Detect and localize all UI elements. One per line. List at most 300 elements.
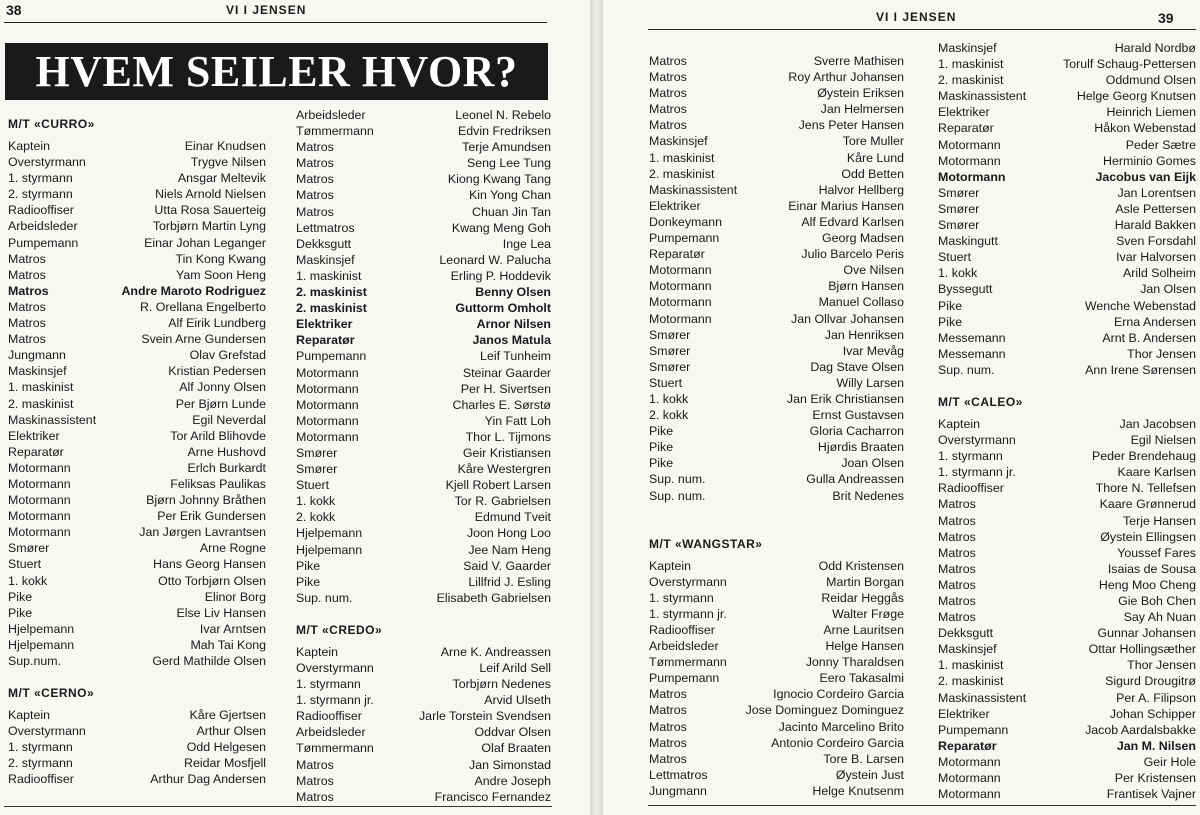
crew-name: Kjell Robert Larsen: [445, 478, 551, 493]
crew-row: [296, 139, 551, 155]
crew-row: [938, 480, 1196, 496]
crew-row: [296, 740, 551, 756]
crew-role: Stuert: [296, 478, 330, 493]
crew-name: Brit Nedenes: [832, 488, 904, 503]
crew-row: [938, 233, 1196, 249]
crew-role: 1. styrmann jr.: [938, 465, 1016, 480]
crew-role: Sup. num.: [296, 590, 353, 605]
crew-role: Smører: [8, 541, 50, 556]
crew-role: Matros: [296, 789, 334, 804]
crew-name: Else Liv Hansen: [176, 605, 266, 620]
crew-row: [8, 267, 266, 283]
book-gutter: [590, 0, 603, 815]
crew-role: Elektriker: [649, 198, 701, 213]
crew-role: Radiooffiser: [649, 623, 715, 637]
crew-name: Gunnar Johansen: [1097, 626, 1196, 641]
crew-name: Tore B. Larsen: [823, 751, 904, 766]
crew-role: Matros: [296, 188, 334, 203]
crew-row: [296, 574, 551, 590]
crew-row: [296, 316, 551, 332]
crew-row: [649, 735, 904, 751]
crew-name: Jacinto Marcelino Brito: [778, 719, 904, 734]
crew-role: Matros: [649, 86, 687, 101]
crew-row: [296, 644, 551, 660]
crew-name: Isaias de Sousa: [1107, 561, 1196, 576]
crew-role: 1. styrmann: [296, 677, 361, 692]
crew-name: Antonio Cordeiro Garcia: [771, 735, 904, 750]
crew-row: [938, 625, 1196, 641]
crew-name: Gulla Andreassen: [806, 472, 904, 487]
crew-role: Motormann: [938, 771, 1001, 786]
crew-role: Pike: [296, 558, 321, 573]
crew-row: [649, 343, 904, 359]
crew-row: [8, 492, 266, 508]
crew-name: Svein Arne Gundersen: [141, 332, 266, 347]
crew-role: Matros: [938, 577, 976, 592]
crew-row: [296, 461, 551, 477]
crew-role: Motormann: [296, 413, 359, 428]
crew-role: Matros: [938, 610, 976, 625]
crew-row: [649, 85, 904, 101]
crew-row: [938, 217, 1196, 233]
crew-row: [8, 347, 266, 363]
crew-name: Frantisek Vajner: [1106, 787, 1196, 802]
crew-name: Kristian Pedersen: [168, 364, 266, 379]
crew-row: [649, 783, 904, 799]
crew-row: [8, 299, 266, 315]
crew-role: Pike: [296, 574, 321, 589]
crew-name: Geir Hole: [1143, 754, 1196, 769]
crew-name: Egil Neverdal: [192, 412, 266, 427]
crew-role: Motormann: [938, 787, 1001, 802]
crew-name: Jose Dominguez Dominguez: [745, 703, 904, 718]
crew-row: [649, 246, 904, 262]
crew-name: Øystein Eriksen: [817, 86, 904, 101]
crew-role: Motormann: [296, 429, 359, 444]
crew-role: Jungmann: [8, 348, 66, 363]
crew-role: Motormann: [938, 137, 1001, 152]
crew-role: Elektriker: [296, 317, 353, 332]
crew-name: Otto Torbjørn Olsen: [158, 573, 266, 588]
crew-row: [8, 637, 266, 653]
crew-name: Thore N. Tellefsen: [1095, 481, 1196, 496]
crew-name: Erlch Burkardt: [187, 460, 266, 475]
crew-row: [938, 770, 1196, 786]
crew-row: [8, 589, 266, 605]
crew-role: Sup.num.: [8, 654, 62, 668]
crew-row: [296, 300, 551, 316]
crew-role: 2. maskinist: [938, 674, 1004, 689]
crew-role: Matros: [8, 316, 46, 331]
crew-role: Overstyrmann: [938, 433, 1016, 448]
crew-name: Walter Frøge: [832, 606, 904, 621]
crew-name: Chuan Jin Tan: [472, 204, 551, 219]
crew-column-2: [296, 107, 551, 805]
crew-role: Motormann: [938, 754, 1001, 769]
crew-row: [938, 72, 1196, 88]
crew-row: [938, 88, 1196, 104]
crew-role: Matros: [296, 204, 334, 219]
crew-role: Arbeidsleder: [8, 219, 78, 234]
crew-role: 1. kokk: [938, 266, 978, 281]
crew-row: [938, 529, 1196, 545]
crew-role: Messemann: [938, 346, 1006, 361]
crew-row: [938, 137, 1196, 153]
crew-role: Matros: [649, 687, 687, 702]
crew-role: Motormann: [8, 525, 71, 540]
crew-role: Reparatør: [938, 738, 997, 753]
crew-row: [296, 692, 551, 708]
header-rule: [648, 29, 1196, 30]
crew-row: [649, 327, 904, 343]
crew-role: 1. maskinist: [649, 150, 715, 165]
crew-row: [296, 365, 551, 381]
crew-name: Ann Irene Sørensen: [1085, 362, 1196, 377]
crew-role: Maskinassistent: [938, 89, 1027, 104]
crew-role: Tømmermann: [296, 741, 374, 756]
crew-name: Gloria Cacharron: [809, 424, 904, 439]
crew-name: Mah Tai Kong: [190, 637, 266, 652]
crew-name: Jan Henriksen: [824, 327, 904, 342]
crew-row: [649, 558, 904, 574]
crew-row: [8, 540, 266, 556]
crew-name: Ivar Mevåg: [842, 343, 904, 358]
crew-role: 2. maskinist: [296, 301, 367, 316]
crew-role: Pike: [8, 605, 33, 620]
page-number: 39: [1158, 10, 1174, 26]
crew-row: [296, 676, 551, 692]
crew-name: Erna Andersen: [1114, 314, 1196, 329]
crew-row: [649, 150, 904, 166]
crew-name: Jacobus van Eijk: [1095, 169, 1196, 184]
crew-row: [8, 621, 266, 637]
crew-row: [649, 702, 904, 718]
crew-name: Jacob Aardalsbakke: [1085, 722, 1196, 737]
crew-role: 2. maskinist: [649, 166, 715, 181]
section-spacer: [649, 520, 904, 536]
crew-role: Maskinassistent: [938, 690, 1027, 705]
crew-role: Reparatør: [296, 333, 355, 348]
crew-name: Per A. Filipson: [1116, 690, 1196, 705]
crew-name: Seng Lee Tung: [466, 156, 551, 171]
crew-row: [649, 606, 904, 622]
crew-row: [649, 574, 904, 590]
crew-role: Dekksgutt: [296, 236, 352, 251]
crew-name: Oddmund Olsen: [1105, 73, 1196, 88]
crew-role: Messemann: [938, 330, 1006, 345]
crew-role: Matros: [938, 545, 976, 560]
crew-role: Matros: [649, 751, 687, 766]
crew-role: 2. maskinist: [938, 73, 1004, 88]
crew-name: Elinor Borg: [204, 589, 266, 604]
crew-name: Jan Helmersen: [820, 102, 904, 117]
crew-name: Joon Hong Loo: [466, 526, 551, 541]
crew-name: Jarle Torstein Svendsen: [418, 709, 551, 724]
crew-name: Jan M. Nilsen: [1116, 738, 1196, 753]
crew-role: Arbeidsleder: [296, 725, 366, 740]
crew-row: [649, 767, 904, 783]
crew-row: [296, 542, 551, 558]
crew-row: [8, 186, 266, 202]
crew-name: Jan Olsen: [1140, 282, 1196, 297]
crew-row: [938, 281, 1196, 297]
crew-name: Heng Moo Cheng: [1098, 577, 1196, 592]
crew-role: Maskinsjef: [938, 41, 997, 55]
crew-role: Lettmatros: [296, 220, 355, 235]
crew-name: Eero Takasalmi: [819, 671, 904, 686]
crew-name: Alf Edvard Karlsen: [801, 214, 904, 229]
crew-role: Matros: [938, 513, 976, 528]
crew-name: Charles E. Sørstø: [452, 397, 551, 412]
crew-row: [8, 396, 266, 412]
crew-name: Jonny Tharaldsen: [805, 655, 904, 670]
crew-name: Erling P. Hoddevik: [450, 268, 551, 283]
crew-row: [649, 488, 904, 504]
crew-row: [938, 40, 1196, 56]
crew-name: R. Orellana Engelberto: [139, 299, 266, 314]
crew-name: Ivar Arntsen: [199, 621, 266, 636]
crew-row: [649, 278, 904, 294]
crew-row: [938, 416, 1196, 432]
crew-role: Smører: [938, 218, 980, 233]
crew-row: [938, 56, 1196, 72]
crew-row: [8, 524, 266, 540]
crew-name: Kaare Grønnerud: [1099, 497, 1196, 512]
crew-row: [649, 686, 904, 702]
crew-name: Steinar Gaarder: [462, 365, 551, 380]
crew-role: 1. styrmann: [938, 449, 1003, 464]
crew-role: Smører: [296, 445, 338, 460]
crew-row: [649, 751, 904, 767]
crew-role: Elektriker: [8, 428, 60, 443]
crew-role: Matros: [8, 299, 46, 314]
crew-row: [8, 444, 266, 460]
ship-heading: M/T «CALEO»: [938, 394, 1023, 409]
crew-row: [8, 315, 266, 331]
crew-role: Matros: [296, 172, 334, 187]
crew-name: Yin Fatt Loh: [484, 413, 551, 428]
crew-name: Per H. Sivertsen: [460, 381, 551, 396]
crew-role: Smører: [649, 359, 691, 374]
crew-row: [8, 154, 266, 170]
crew-row: [8, 331, 266, 347]
crew-row: [8, 605, 266, 621]
crew-role: 1. maskinist: [296, 268, 362, 283]
crew-role: Matros: [938, 497, 976, 512]
crew-role: 2. maskinist: [8, 396, 74, 411]
crew-role: Arbeidsleder: [649, 639, 719, 654]
crew-row: [938, 464, 1196, 480]
crew-name: Tore Muller: [842, 134, 904, 149]
crew-role: Pumpemann: [938, 722, 1009, 737]
crew-row: [649, 423, 904, 439]
crew-column-1: [8, 116, 266, 788]
crew-name: Elisabeth Gabrielsen: [436, 590, 551, 605]
crew-role: Hjelpemann: [8, 637, 75, 652]
crew-name: Jan Erik Christiansen: [786, 391, 904, 406]
crew-role: Matros: [296, 140, 334, 155]
ship-heading: M/T «WANGSTAR»: [649, 536, 763, 551]
crew-role: 1. styrmann jr.: [649, 606, 727, 621]
crew-row: [296, 284, 551, 300]
crew-row: [938, 609, 1196, 625]
page-number: 38: [6, 2, 22, 18]
crew-name: Oddvar Olsen: [474, 725, 551, 740]
crew-row: [296, 236, 551, 252]
crew-name: Jee Nam Heng: [468, 542, 551, 557]
crew-name: Helge Georg Knutsen: [1076, 89, 1196, 104]
crew-name: Joan Olsen: [841, 456, 904, 471]
crew-name: Odd Helgesen: [186, 740, 266, 755]
crew-row: [296, 268, 551, 284]
crew-name: Said V. Gaarder: [463, 558, 551, 573]
section-spacer: [938, 378, 1196, 394]
crew-name: Leif Tunheim: [480, 349, 551, 364]
crew-row: [296, 252, 551, 268]
crew-role: Matros: [296, 757, 334, 772]
crew-row: [296, 429, 551, 445]
crew-name: Hans Georg Hansen: [153, 557, 266, 572]
crew-role: Motormann: [649, 311, 712, 326]
crew-row: [938, 249, 1196, 265]
crew-row: [938, 432, 1196, 448]
crew-role: Radiooffiser: [8, 772, 74, 787]
crew-name: Torulf Schaug-Pettersen: [1063, 57, 1196, 72]
crew-row: [8, 653, 266, 669]
crew-name: Arthur Olsen: [196, 724, 266, 739]
crew-row: [938, 545, 1196, 561]
crew-row: [649, 638, 904, 654]
crew-name: Jens Peter Hansen: [798, 118, 904, 133]
crew-name: Utta Rosa Sauerteig: [154, 203, 266, 218]
crew-name: Alf Eirik Lundberg: [168, 316, 266, 331]
crew-role: Pike: [938, 298, 963, 313]
crew-role: Smører: [938, 201, 980, 216]
crew-name: Sven Forsdahl: [1116, 234, 1196, 249]
crew-role: Motormann: [8, 476, 71, 491]
crew-row: [649, 311, 904, 327]
crew-name: Bjørn Johnny Bråthen: [146, 493, 266, 508]
crew-row: [8, 723, 266, 739]
crew-row: [8, 739, 266, 755]
crew-name: Kåre Gjertsen: [189, 708, 266, 723]
crew-row: [649, 101, 904, 117]
crew-role: Motormann: [938, 153, 1001, 168]
crew-row: [938, 673, 1196, 689]
page-title: HVEM SEILER HVOR?: [35, 47, 518, 96]
crew-name: Kåre Westergren: [457, 462, 551, 477]
crew-role: Hjelpemann: [296, 526, 363, 541]
crew-role: Matros: [296, 773, 334, 788]
crew-name: Einar Marius Hansen: [788, 198, 904, 213]
crew-row: [296, 558, 551, 574]
crew-name: Kiong Kwang Tang: [447, 172, 551, 187]
crew-name: Arthur Dag Andersen: [150, 772, 266, 787]
crew-row: [938, 362, 1196, 378]
crew-row: [8, 170, 266, 186]
crew-row: [296, 123, 551, 139]
crew-row: [649, 670, 904, 686]
crew-name: Gerd Mathilde Olsen: [152, 654, 266, 668]
crew-name: Wenche Webenstad: [1084, 298, 1196, 313]
crew-row: [649, 622, 904, 638]
crew-role: Matros: [938, 594, 976, 608]
crew-name: Willy Larsen: [836, 375, 904, 390]
crew-role: Motormann: [8, 460, 71, 475]
crew-row: [938, 738, 1196, 754]
crew-role: Donkeymann: [649, 214, 723, 229]
crew-row: [8, 755, 266, 771]
crew-role: Matros: [938, 529, 976, 544]
crew-name: Guttorm Omholt: [455, 301, 551, 316]
crew-role: Smører: [649, 343, 691, 358]
crew-row: [649, 359, 904, 375]
crew-row: [649, 719, 904, 735]
crew-row: [296, 477, 551, 493]
crew-name: Olav Grefstad: [189, 348, 266, 363]
crew-row: [938, 185, 1196, 201]
crew-name: Asle Pettersen: [1115, 201, 1196, 216]
crew-name: Lillfrid J. Esling: [468, 574, 551, 589]
crew-role: Matros: [649, 70, 687, 85]
crew-row: [938, 593, 1196, 609]
crew-name: Arne Rogne: [199, 541, 266, 556]
crew-name: Feliksas Paulikas: [170, 476, 266, 491]
crew-role: Maskinsjef: [649, 134, 708, 149]
crew-role: Motormann: [296, 381, 359, 396]
crew-name: Heinrich Liemen: [1106, 105, 1196, 120]
crew-role: Tømmermann: [296, 124, 374, 139]
crew-name: Harald Nordbø: [1114, 41, 1196, 55]
crew-name: Terje Hansen: [1122, 513, 1196, 528]
crew-name: Alf Jonny Olsen: [179, 380, 266, 395]
crew-name: Tor R. Gabrielsen: [454, 494, 551, 509]
crew-name: Herminio Gomes: [1103, 153, 1196, 168]
crew-role: Reparatør: [938, 121, 994, 136]
crew-role: 1. styrmann: [8, 740, 73, 755]
crew-row: [649, 166, 904, 182]
crew-row: [938, 786, 1196, 802]
crew-row: [938, 754, 1196, 770]
crew-name: Janos Matula: [472, 333, 551, 348]
crew-name: Egil Nielsen: [1130, 433, 1196, 448]
crew-row: [296, 757, 551, 773]
crew-row: [938, 153, 1196, 169]
crew-name: Per Kristensen: [1114, 771, 1196, 786]
crew-row: [649, 407, 904, 423]
crew-name: Ignocio Cordeiro Garcia: [773, 687, 904, 702]
crew-role: 1. styrmann: [8, 171, 73, 186]
crew-name: Ottar Hollingsæther: [1088, 642, 1196, 657]
crew-role: Pike: [8, 589, 33, 604]
crew-row: [649, 198, 904, 214]
crew-row: [8, 556, 266, 572]
crew-row: [8, 771, 266, 787]
crew-row: [938, 330, 1196, 346]
crew-row: [296, 724, 551, 740]
crew-row: [938, 448, 1196, 464]
crew-row: [296, 789, 551, 805]
crew-row: [296, 171, 551, 187]
crew-row: [296, 348, 551, 364]
crew-role: Sup. num.: [938, 362, 995, 377]
crew-role: Matros: [649, 54, 687, 68]
crew-name: Gie Boh Chen: [1118, 594, 1196, 608]
crew-row: [296, 660, 551, 676]
crew-name: Jan Jørgen Lavrantsen: [139, 525, 266, 540]
crew-role: Motormann: [296, 397, 359, 412]
crew-role: Matros: [8, 267, 46, 282]
